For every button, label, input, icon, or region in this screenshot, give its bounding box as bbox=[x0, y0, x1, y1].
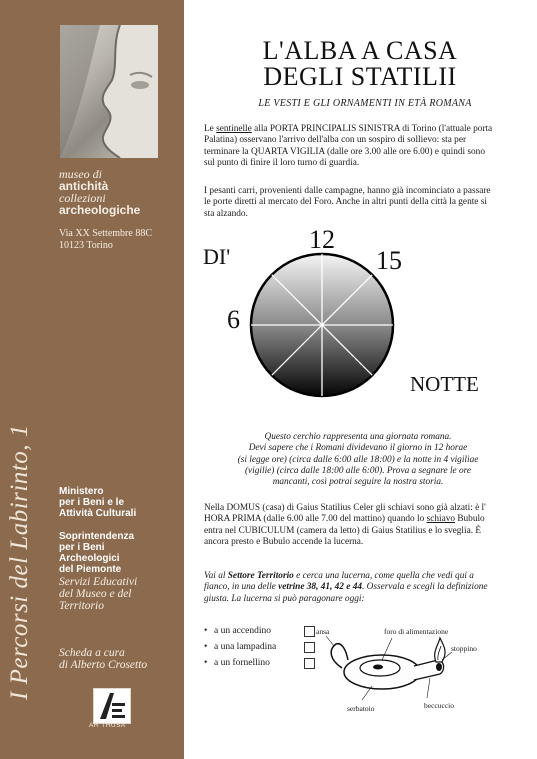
museum-line: museo di bbox=[59, 167, 102, 181]
task-text: . Osservala e scegli la definizione giusta. La lucerna si può paragonare oggi: bbox=[204, 582, 488, 604]
ministero-line: per i Beni e le bbox=[59, 497, 125, 508]
address-line: Via XX Settembre 88C bbox=[59, 228, 152, 239]
servizi-block bbox=[59, 576, 137, 612]
intro-text: alla PORTA PRINCIPALIS SINISTRA di Torino (l'attuale porta Palatina) osservano l'arrivo dell'alba con un sospiro di sollievo: sta per terminare la QUARTA VIGILIA (dalle ore 3.00 alle ore 6.00) e quindi sono sul punto di finire il loro turno di guardia. bbox=[204, 124, 493, 168]
domus-text: Bubulo entra nel CUBICULUM (camera da letto) di Gaius Statilius e lo sveglia. È ancora presto e Bubulo accende la lucerna. bbox=[204, 514, 485, 547]
schiavo-word: schiavo bbox=[426, 514, 455, 525]
clock-label-day: DI' bbox=[203, 244, 231, 269]
museum-line: antichità bbox=[59, 179, 109, 193]
clock-label-15: 15 bbox=[376, 246, 402, 275]
caption-line: Questo cerchio rappresenta una giornata romana. bbox=[264, 432, 452, 442]
statue-photo bbox=[60, 25, 158, 158]
clock-label-night: NOTTE bbox=[410, 372, 479, 396]
intro-text: Le bbox=[204, 124, 217, 134]
subtitle: LE VESTI E GLI ORNAMENTI IN ETÀ ROMANA bbox=[258, 98, 472, 109]
series-title: I Percorsi del Labirinto, 1 bbox=[6, 424, 33, 700]
soprintendenza-line: per i Beni bbox=[59, 542, 105, 553]
arethusa-logo bbox=[93, 688, 131, 724]
title-line-2: DEGLI STATILII bbox=[263, 62, 457, 91]
ministero-block bbox=[59, 486, 136, 519]
answer-options bbox=[204, 623, 315, 671]
ministero-line: Ministero bbox=[59, 486, 104, 497]
scheda-line: Scheda a cura bbox=[59, 647, 125, 659]
museum-line: archeologiche bbox=[59, 203, 141, 217]
day-circle bbox=[248, 251, 396, 399]
intro-paragraph-1 bbox=[204, 124, 496, 169]
clock-label-12: 12 bbox=[309, 225, 335, 254]
circle-caption bbox=[198, 432, 518, 488]
servizi-line: Territorio bbox=[59, 600, 104, 612]
option-label: a un fornellino bbox=[214, 658, 270, 668]
lamp-label-ansa: ansa bbox=[316, 627, 330, 636]
intro-paragraph-2: I pesanti carri, provenienti dalle campagne, hanno già incominciato a passare le porte diretti al mercato del Foro. Anche in altri punti della città la gente si sta alzando. bbox=[204, 186, 491, 219]
task-text: Vai al bbox=[204, 571, 228, 581]
caption-line: Devi sapere che i Romani dividevano il giorno in 12 horae bbox=[248, 443, 468, 454]
lamp-label-foro: foro di alimentazione bbox=[384, 627, 449, 636]
option-checkbox[interactable] bbox=[304, 642, 315, 653]
soprintendenza-line: del Piemonte bbox=[59, 564, 122, 575]
logo-text: AR THUSA bbox=[89, 722, 126, 729]
soprintendenza-block bbox=[59, 531, 134, 575]
museum-name bbox=[59, 168, 140, 216]
soprintendenza-line: Archeologici bbox=[59, 553, 120, 564]
address-line: 10123 Torino bbox=[59, 240, 113, 251]
lamp-illustration bbox=[322, 630, 472, 708]
clock-label-6: 6 bbox=[227, 305, 240, 334]
title-line-1: L'ALBA A CASA bbox=[262, 36, 458, 65]
museum-line: collezioni bbox=[59, 191, 106, 205]
soprintendenza-line: Soprintendenza bbox=[59, 531, 135, 542]
servizi-line: Servizi Educativi bbox=[59, 576, 138, 588]
task-paragraph bbox=[204, 571, 496, 605]
task-text: e cerca una lucerna, come quella che vedi qui a fianco, in una delle bbox=[204, 571, 474, 593]
scheda-credit bbox=[59, 647, 147, 671]
domus-text: Nella DOMUS (casa) di Gaius Statilius Celer gli schiavi sono già alzati: è l' HORA PRIMA (dalle 6.00 alle 7.00 del mattino) quando lo bbox=[204, 503, 486, 525]
option-checkbox[interactable] bbox=[304, 626, 315, 637]
option-label: a un accendino bbox=[214, 626, 271, 636]
option-checkbox[interactable] bbox=[304, 658, 315, 669]
task-highlight: Settore Territorio bbox=[227, 571, 294, 581]
servizi-line: del Museo e del bbox=[59, 588, 132, 600]
sentinelle-word: sentinelle bbox=[216, 124, 252, 134]
option-row bbox=[204, 655, 315, 671]
option-row bbox=[204, 623, 315, 639]
caption-line: mancanti, così potrai seguire la nostra storia. bbox=[272, 477, 444, 488]
lamp-label-beccuccio: beccuccio bbox=[424, 701, 454, 710]
scheda-line: di Alberto Crosetto bbox=[59, 659, 148, 671]
domus-paragraph bbox=[204, 503, 496, 548]
bullet: • bbox=[204, 626, 208, 636]
option-row bbox=[204, 639, 315, 655]
lamp-label-serbatoio: serbatoio bbox=[347, 704, 375, 713]
option-label: a una lampadina bbox=[214, 642, 277, 652]
caption-line: (vigilie) (circa dalle 18:00 alle 6:00). Prova a segnare le ore bbox=[244, 465, 472, 476]
museum-address bbox=[59, 228, 152, 252]
bullet: • bbox=[204, 658, 208, 668]
lamp-label-stoppino: stoppino bbox=[451, 644, 477, 653]
bullet: • bbox=[204, 642, 208, 652]
caption-line: (si legge ore) (circa dalle 6:00 alle 18:00) e la notte in 4 vigiliae bbox=[237, 454, 479, 465]
task-highlight: vetrine 38, 41, 42 e 44 bbox=[278, 582, 363, 593]
ministero-line: Attività Culturali bbox=[59, 508, 137, 519]
